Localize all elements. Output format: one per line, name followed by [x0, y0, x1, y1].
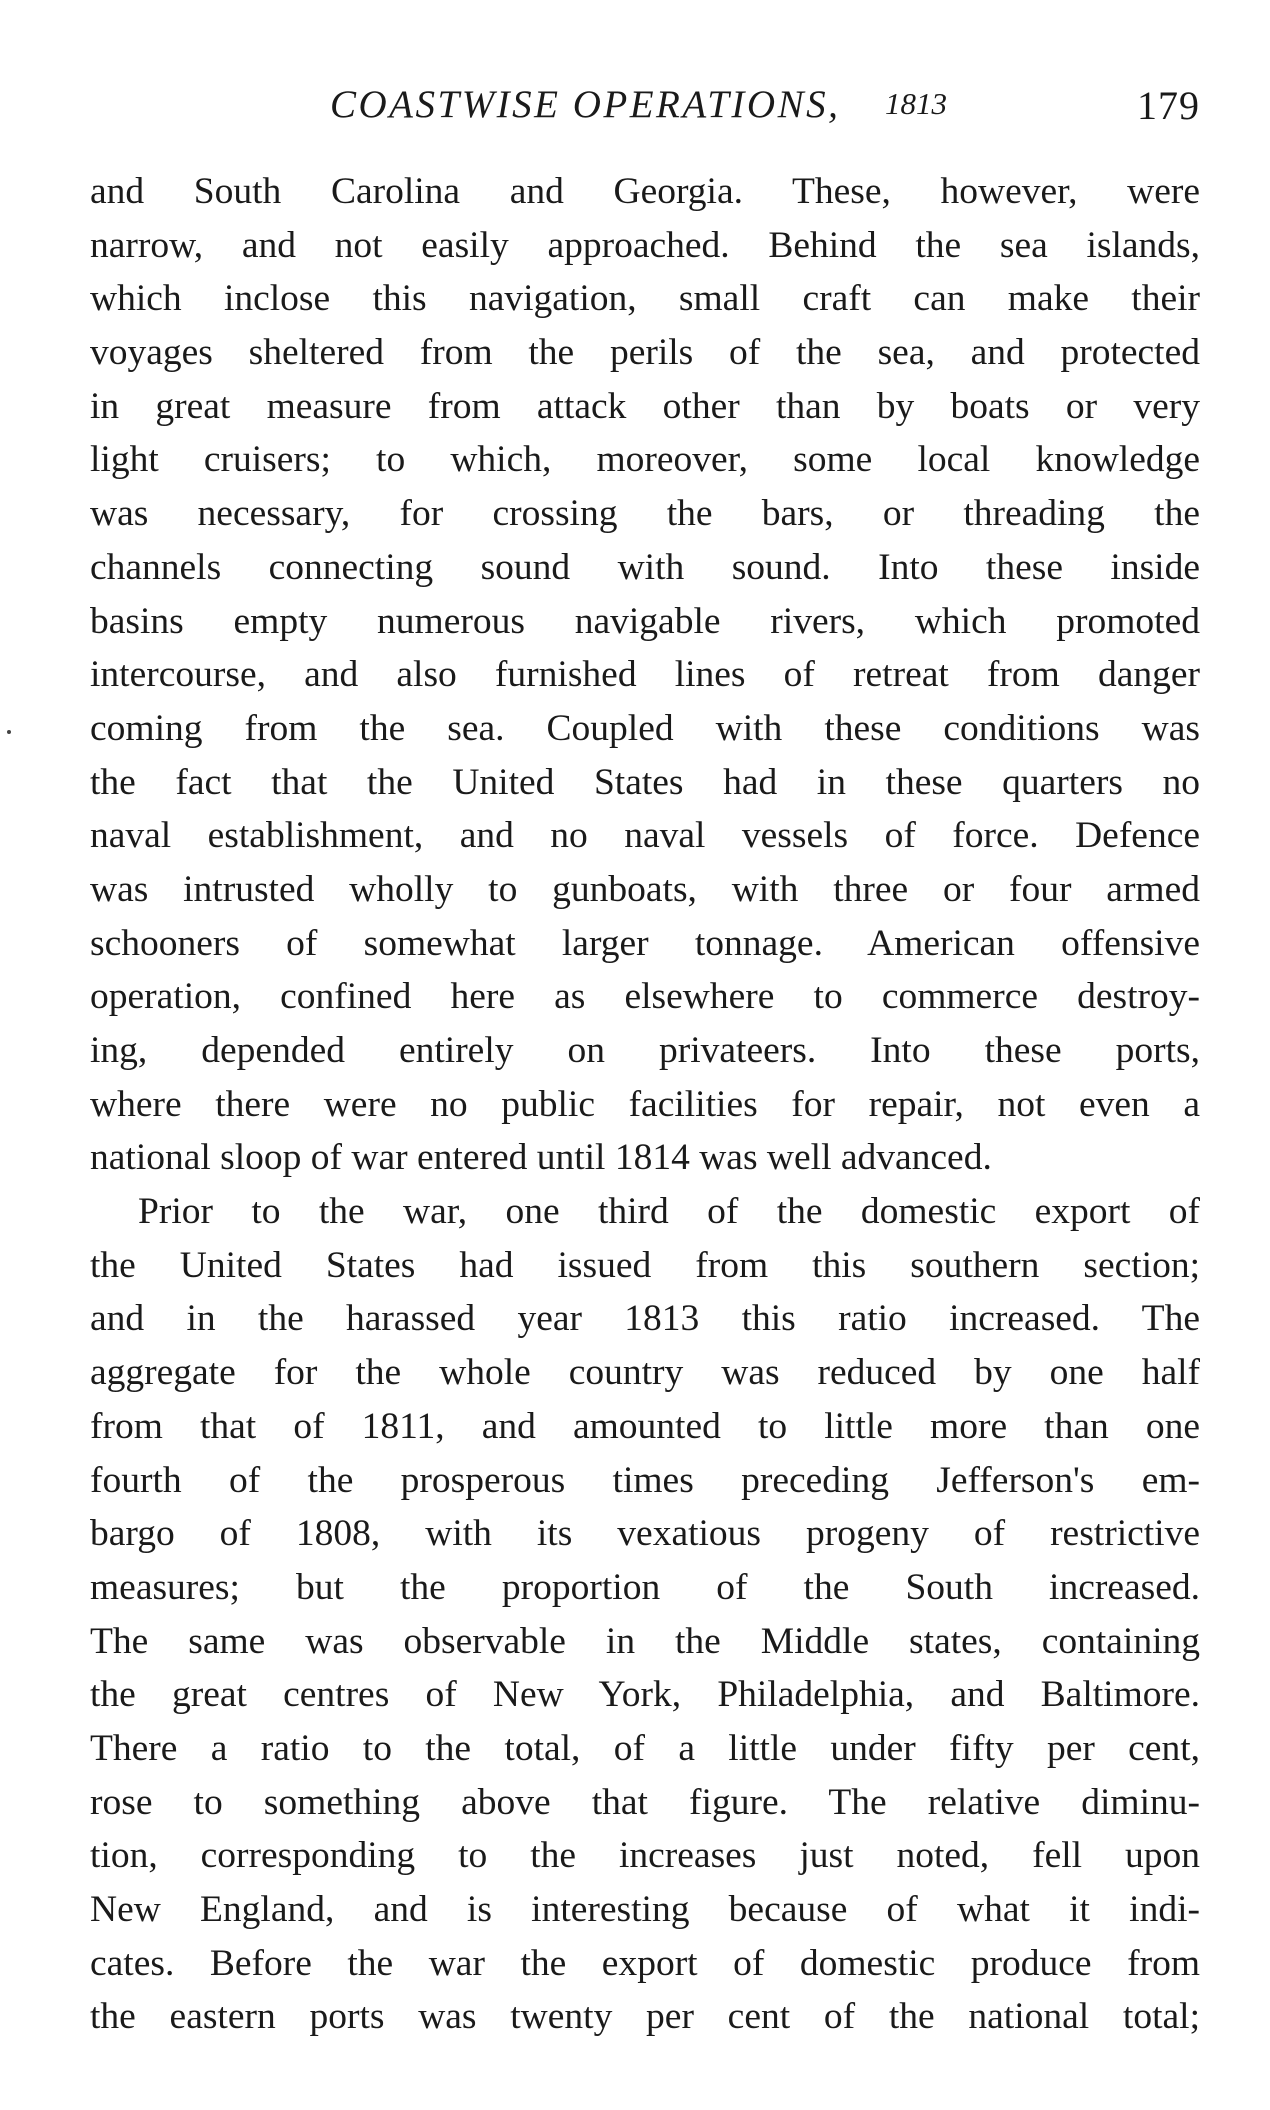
- text-line: tion, corresponding to the increases just noted, fell upon: [90, 1835, 1200, 1877]
- text-line: the United States had issued from this southern section;: [90, 1244, 1200, 1286]
- running-title: COASTWISE OPERATIONS,: [330, 83, 841, 126]
- text-line: fourth of the prosperous times preceding Jefferson's em-: [90, 1459, 1200, 1501]
- text-line: measures; but the proportion of the South increased.: [90, 1566, 1200, 1608]
- text-line: and South Carolina and Georgia. These, however, were: [90, 171, 1200, 212]
- margin-mark: [7, 730, 11, 734]
- body-text: [90, 165, 1200, 2044]
- text-line: was necessary, for crossing the bars, or threading the: [90, 493, 1200, 535]
- text-line: the eastern ports was twenty per cent of the national total;: [90, 1996, 1200, 2038]
- text-line: rose to something above that figure. The relative diminu-: [90, 1781, 1200, 1823]
- text-line: schooners of somewhat larger tonnage. American offensive: [90, 922, 1200, 964]
- text-line: national sloop of war entered until 1814 was well advanced.: [90, 1137, 992, 1179]
- text-line: light cruisers; to which, moreover, some local knowledge: [90, 439, 1200, 481]
- text-line: bargo of 1808, with its vexatious progeny of restrictive: [90, 1513, 1200, 1555]
- paragraph: [90, 1185, 1200, 2044]
- text-line: naval establishment, and no naval vessels of force. Defence: [90, 815, 1200, 857]
- text-line: aggregate for the whole country was reduced by one half: [90, 1352, 1200, 1394]
- text-line: There a ratio to the total, of a little under fifty per cent,: [90, 1727, 1200, 1769]
- text-line: Prior to the war, one third of the domestic export of: [138, 1191, 1200, 1233]
- text-line: from that of 1811, and amounted to little more than one: [90, 1405, 1200, 1447]
- text-line: New England, and is interesting because of what it indi-: [90, 1889, 1200, 1930]
- text-line: which inclose this navigation, small craft can make their: [90, 278, 1200, 320]
- text-line: narrow, and not easily approached. Behind the sea islands,: [90, 224, 1200, 266]
- text-line: and in the harassed year 1813 this ratio increased. The: [90, 1298, 1200, 1340]
- paragraph: [90, 165, 1200, 1185]
- running-year: 1813: [885, 86, 947, 121]
- text-line: the fact that the United States had in these quarters no: [90, 761, 1200, 803]
- text-line: ing, depended entirely on privateers. Into these ports,: [90, 1030, 1200, 1071]
- page-number: 179: [1137, 83, 1200, 128]
- text-line: the great centres of New York, Philadelphia, and Baltimore.: [90, 1674, 1200, 1716]
- text-line: where there were no public facilities for repair, not even a: [90, 1083, 1200, 1125]
- text-line: was intrusted wholly to gunboats, with three or four armed: [90, 868, 1200, 910]
- text-line: coming from the sea. Coupled with these conditions was: [90, 707, 1200, 749]
- text-line: intercourse, and also furnished lines of retreat from danger: [90, 654, 1200, 696]
- text-line: voyages sheltered from the perils of the sea, and protected: [90, 332, 1200, 374]
- text-line: operation, confined here as elsewhere to commerce destroy-: [90, 976, 1200, 1018]
- text-line: The same was observable in the Middle states, containing: [90, 1620, 1200, 1662]
- text-line: in great measure from attack other than by boats or very: [90, 385, 1200, 427]
- text-line: basins empty numerous navigable rivers, which promoted: [90, 600, 1200, 642]
- running-head: [90, 82, 1200, 142]
- text-line: cates. Before the war the export of domestic produce from: [90, 1942, 1200, 1984]
- text-line: channels connecting sound with sound. Into these inside: [90, 546, 1200, 588]
